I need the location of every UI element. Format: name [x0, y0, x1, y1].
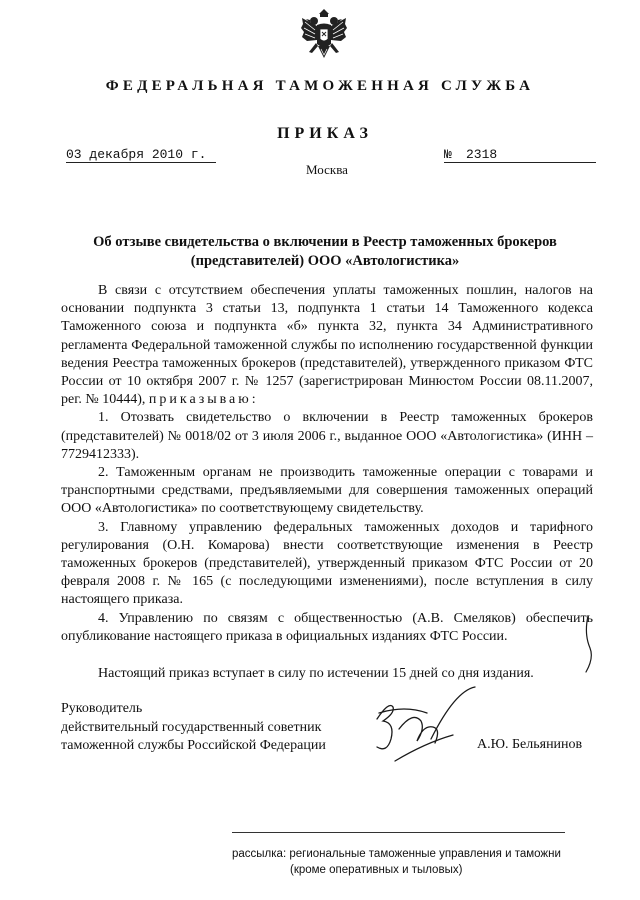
city: Москва: [306, 162, 348, 177]
number-sign: №: [444, 147, 452, 162]
signer-name: А.Ю. Бельянинов: [477, 737, 583, 752]
order-item-4: 4. Управлению по связям с общественностью (А.В. Смеляков) обеспечить опубликование настоящего приказа в официальных изданиях ФТС России.: [61, 610, 593, 644]
order-subject: [60, 233, 590, 271]
signatory-line-2: действительный государственный советник: [61, 719, 322, 735]
order-number: 2318: [466, 147, 498, 162]
subject-line-1: Об отзыве свидетельства о включении в Реестр таможенных брокеров: [93, 234, 557, 250]
eagle-emblem-icon: [299, 8, 349, 64]
order-number-field: [444, 147, 596, 162]
order-body: [61, 282, 593, 683]
order-date: 03 декабря 2010 г.: [66, 147, 216, 163]
document-type-title: ПРИКАЗ: [277, 125, 373, 142]
signature-flourish: [580, 614, 610, 674]
agency-name: ФЕДЕРАЛЬНАЯ ТАМОЖЕННАЯ СЛУЖБА: [105, 78, 535, 94]
handwritten-signature: [365, 683, 495, 768]
order-item-3: 3. Главному управлению федеральных таможенных доходов и тарифного регулирования (О.Н. Комарова) внести соответствующие изменения в Реестр таможенных брокеров (представителей), утвержденный приказом ФТС России от 20 февраля 2008 г. № 165 (с последующими изменениями), после вступления в силу настоящего приказа.: [61, 519, 593, 608]
order-item-1: 1. Отозвать свидетельство о включении в Реестр таможенных брокеров (представителей) № 0018/02 от 3 июля 2006 г., выданное ООО «Автологистика» (ИНН – 7729412333).: [61, 410, 593, 462]
preamble-text: В связи с отсутствием обеспечения уплаты таможенных пошлин, налогов на основании подпункта 3 статьи 13, подпункта 1 статьи 14 Таможенного кодекса Таможенного союза и подпункта «б» пункта 32, пункта 34 Административного регламента Федеральной таможенной службы по исполнению государственной функции ведения Реестра таможенных брокеров (представителей), утвержденного приказом ФТС России от 10 октября 2007 г. № 1257 (зарегистрирован Минюстом России 08.11.2007, рег. № 10444),: [61, 283, 593, 408]
footer-divider: [232, 832, 565, 833]
signatory-line-1: Руководитель: [61, 701, 143, 716]
subject-line-2: (представителей) ООО «Автологистика»: [190, 253, 460, 269]
order-word: приказываю:: [148, 392, 259, 408]
preamble-paragraph: [61, 282, 593, 409]
effective-date-paragraph: Настоящий приказ вступает в силу по истечении 15 дней со дня издания.: [98, 666, 534, 682]
distribution-line-2: (кроме оперативных и тыловых): [290, 864, 463, 876]
signatory-title: [61, 700, 326, 756]
distribution-line-1: рассылка: региональные таможенные управления и таможни: [232, 848, 561, 860]
order-item-2: 2. Таможенным органам не производить таможенные операции с товарами и транспортными средствами, предъявляемыми для совершения таможенных операций ООО «Автологистика» по соответствующему свидетельству.: [61, 465, 593, 517]
signatory-line-3: таможенной службы Российской Федерации: [61, 738, 326, 753]
